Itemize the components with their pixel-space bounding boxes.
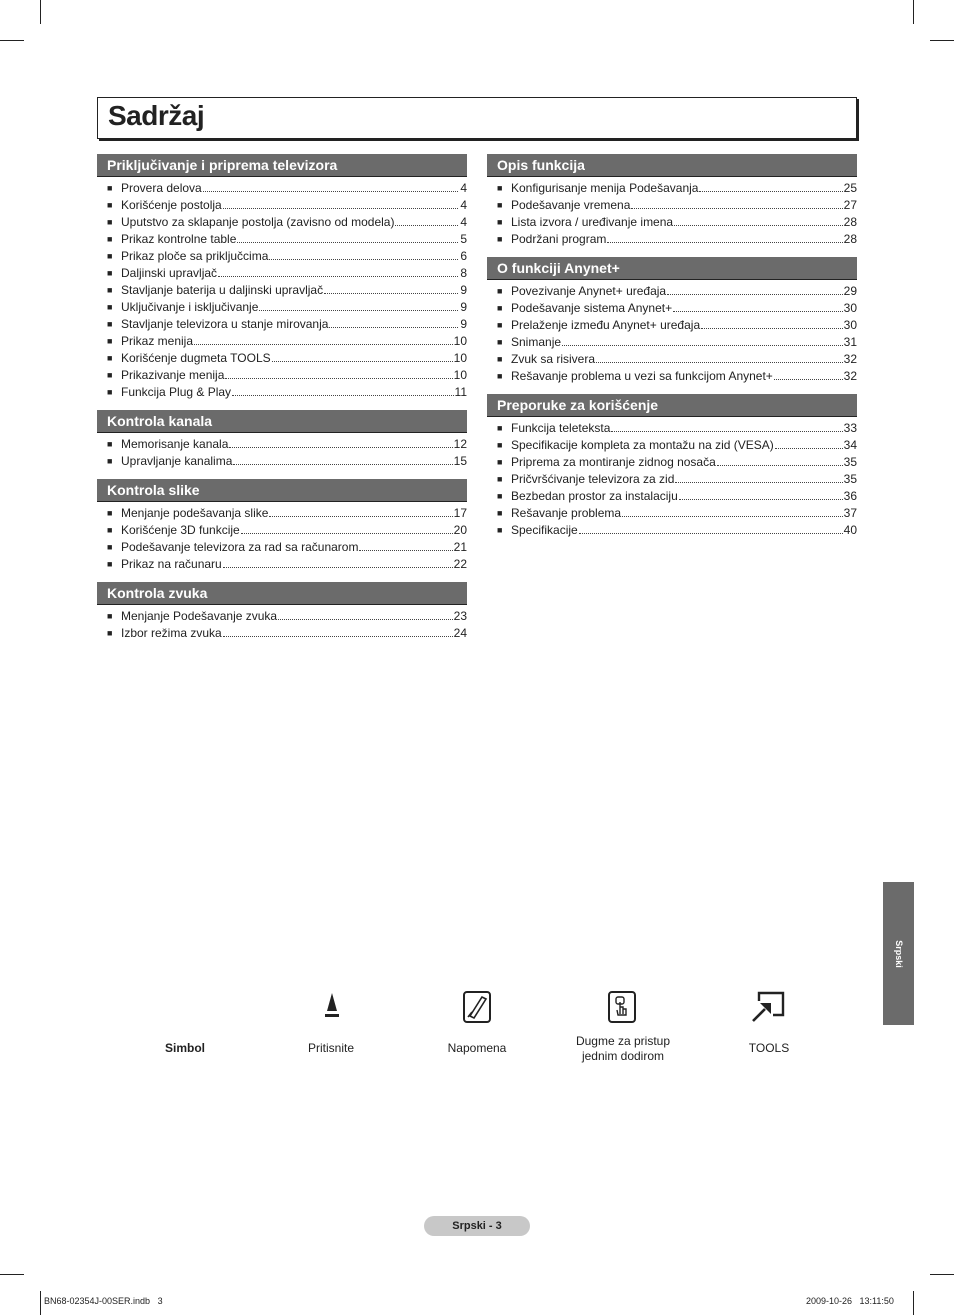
dot-leader	[232, 385, 453, 396]
legend-one-touch-line2: jednim dodirom	[581, 1049, 665, 1063]
toc-entry-title: Prikaz ploče sa priključcima	[121, 249, 269, 263]
toc-entry-title: Prikaz menija	[121, 334, 194, 348]
toc-entry-page: 31	[843, 335, 857, 349]
toc-entry-page: 25	[843, 181, 857, 195]
dot-leader	[611, 421, 842, 432]
toc-entry-title: Funkcija teleteksta	[511, 421, 611, 435]
toc-entry[interactable]	[97, 282, 467, 299]
dot-leader	[675, 472, 842, 483]
toc-entry-page: 23	[453, 609, 467, 623]
toc-entry-page: 32	[843, 369, 857, 383]
toc-section	[487, 394, 857, 539]
toc-entry-title: Specifikacije	[511, 523, 578, 537]
toc-entry[interactable]	[487, 437, 857, 454]
toc-entry-page: 20	[453, 523, 467, 537]
toc-entry-title: Daljinski upravljač	[121, 266, 218, 280]
toc-entry-page: 24	[453, 626, 467, 640]
dot-leader	[272, 351, 453, 362]
toc-entry-title: Menjanje Podešavanje zvuka	[121, 609, 278, 623]
bullet-icon: ■	[107, 183, 113, 193]
dot-leader	[717, 455, 843, 466]
page-number-badge	[424, 1216, 530, 1236]
toc-entry-title: Korišćenje dugmeta TOOLS	[121, 351, 271, 365]
toc-entry-title: Podešavanje vremena	[511, 198, 631, 212]
legend-symbol-text: Simbol	[164, 1041, 205, 1055]
toc-entry-page: 9	[460, 317, 467, 331]
press-icon	[321, 991, 343, 1019]
page-number-text: Srpski - 3	[452, 1220, 502, 1232]
toc-entry-title: Bezbedan prostor za instalaciju	[511, 489, 678, 503]
crop-mark	[930, 1274, 954, 1275]
dot-leader	[225, 368, 452, 379]
bullet-icon: ■	[497, 525, 503, 535]
toc-section	[97, 582, 467, 642]
dot-leader	[562, 335, 843, 346]
legend-tools-text: TOOLS	[748, 1041, 790, 1055]
toc-entry-page: 4	[460, 198, 467, 212]
toc-entry-title: Podešavanje televizora za rad sa računarom	[121, 540, 359, 554]
toc-entry-page: 5	[460, 232, 467, 246]
dot-leader	[218, 266, 458, 277]
dot-leader	[203, 181, 458, 192]
toc-entry-page: 33	[843, 421, 857, 435]
bullet-icon: ■	[497, 217, 503, 227]
toc-entry-page: 4	[460, 215, 467, 229]
toc-entry[interactable]	[97, 248, 467, 265]
bullet-icon: ■	[107, 439, 113, 449]
bullet-icon: ■	[497, 371, 503, 381]
dot-leader	[701, 318, 843, 329]
legend-press-text: Pritisnite	[307, 1041, 354, 1055]
toc-entry-title: Snimanje	[511, 335, 562, 349]
toc-entry[interactable]	[97, 522, 467, 539]
toc-entry-title: Povezivanje Anynet+ uređaja	[511, 284, 667, 298]
legend-note-text: Napomena	[447, 1041, 507, 1055]
toc-entry-page: 21	[453, 540, 467, 554]
bullet-icon: ■	[107, 336, 113, 346]
bullet-icon: ■	[107, 387, 113, 397]
language-side-tab	[883, 882, 914, 1025]
dot-leader	[596, 352, 843, 363]
bullet-icon: ■	[497, 423, 503, 433]
toc-entry-page: 30	[843, 301, 857, 315]
toc-entry-page: 28	[843, 232, 857, 246]
bullet-icon: ■	[107, 234, 113, 244]
crop-mark	[913, 1291, 914, 1315]
toc-entry[interactable]	[97, 231, 467, 248]
bullet-icon: ■	[497, 354, 503, 364]
toc-entry-page: 22	[453, 557, 467, 571]
bullet-icon: ■	[107, 319, 113, 329]
bullet-icon: ■	[107, 285, 113, 295]
toc-entry[interactable]	[97, 625, 467, 642]
toc-entry-title: Prikaz kontrolne table	[121, 232, 237, 246]
dot-leader	[223, 557, 453, 568]
crop-mark	[40, 1291, 41, 1315]
toc-section	[97, 410, 467, 470]
toc-entry[interactable]	[487, 334, 857, 351]
toc-left-column	[97, 154, 467, 651]
toc-entry-title: Uključivanje i isključivanje	[121, 300, 259, 314]
toc-entry[interactable]	[97, 265, 467, 282]
toc-entry-title: Menjanje podešavanja slike	[121, 506, 269, 520]
toc-entry[interactable]	[487, 180, 857, 197]
dot-leader	[674, 215, 843, 226]
title-box	[97, 97, 857, 139]
toc-entry-title: Konfigurisanje menija Podešavanja	[511, 181, 699, 195]
dot-leader	[233, 454, 452, 465]
toc-section	[97, 479, 467, 573]
toc-entry-page: 12	[453, 437, 467, 451]
bullet-icon: ■	[497, 320, 503, 330]
bullet-icon: ■	[497, 183, 503, 193]
crop-mark	[0, 1274, 24, 1275]
toc-entry-title: Korišćenje postolja	[121, 198, 222, 212]
bullet-icon: ■	[107, 525, 113, 535]
bullet-icon: ■	[497, 440, 503, 450]
toc-entry[interactable]	[97, 180, 467, 197]
toc-entry-page: 6	[460, 249, 467, 263]
toc-section	[97, 154, 467, 401]
section-heading: Preporuke za korišćenje	[487, 394, 857, 417]
dot-leader	[259, 300, 458, 311]
dot-leader	[667, 284, 843, 295]
bullet-icon: ■	[107, 251, 113, 261]
toc-entry-title: Korišćenje 3D funkcije	[121, 523, 240, 537]
toc-entry-page: 17	[453, 506, 467, 520]
toc-entry[interactable]	[97, 384, 467, 401]
toc-entry-title: Stavljanje baterija u daljinski upravljač	[121, 283, 324, 297]
toc-entry[interactable]	[487, 488, 857, 505]
print-timestamp: 2009-10-26 13:11:50	[806, 1296, 894, 1306]
toc-entry[interactable]	[97, 333, 467, 350]
toc-entry-title: Rešavanje problema	[511, 506, 622, 520]
toc-section	[487, 257, 857, 385]
print-file-name: BN68-02354J-00SER.indb 3	[44, 1296, 163, 1306]
legend-symbol-label	[115, 1041, 255, 1056]
dot-leader	[679, 489, 843, 500]
toc-list	[97, 436, 467, 470]
dot-leader	[622, 506, 843, 517]
dot-leader	[278, 609, 453, 620]
dot-leader	[775, 438, 843, 449]
bullet-icon: ■	[107, 302, 113, 312]
legend-tools	[699, 1041, 839, 1056]
toc-entry-page: 27	[843, 198, 857, 212]
toc-entry-page: 30	[843, 318, 857, 332]
tools-icon	[751, 989, 787, 1025]
toc-entry-page: 34	[843, 438, 857, 452]
bullet-icon: ■	[107, 508, 113, 518]
toc-entry-title: Upravljanje kanalima	[121, 454, 233, 468]
toc-entry-page: 4	[460, 181, 467, 195]
toc-entry-page: 8	[460, 266, 467, 280]
toc-entry[interactable]	[487, 300, 857, 317]
section-heading: Kontrola kanala	[97, 410, 467, 433]
dot-leader	[607, 232, 842, 243]
one-touch-button-icon	[607, 990, 637, 1024]
toc-entry[interactable]	[487, 231, 857, 248]
toc-entry[interactable]	[97, 539, 467, 556]
toc-entry[interactable]	[97, 556, 467, 573]
section-heading: Kontrola zvuka	[97, 582, 467, 605]
bullet-icon: ■	[497, 457, 503, 467]
toc-entry-title: Zvuk sa risivera	[511, 352, 596, 366]
toc-entry-title: Memorisanje kanala	[121, 437, 229, 451]
toc-list	[97, 180, 467, 401]
toc-entry[interactable]	[97, 505, 467, 522]
crop-mark	[0, 40, 24, 41]
toc-entry-page: 15	[453, 454, 467, 468]
toc-entry-page: 10	[453, 368, 467, 382]
toc-entry-title: Prikazivanje menija	[121, 368, 225, 382]
toc-entry-title: Pričvršćivanje televizora za zid	[511, 472, 675, 486]
toc-entry-title: Prikaz na računaru	[121, 557, 222, 571]
dot-leader	[237, 232, 458, 243]
bullet-icon: ■	[107, 353, 113, 363]
toc-list	[487, 420, 857, 539]
toc-list	[487, 180, 857, 248]
toc-entry-page: 28	[843, 215, 857, 229]
toc-entry-title: Izbor režima zvuka	[121, 626, 222, 640]
note-icon	[462, 990, 492, 1024]
crop-mark	[913, 0, 914, 24]
bullet-icon: ■	[497, 491, 503, 501]
toc-entry[interactable]	[487, 420, 857, 437]
bullet-icon: ■	[107, 370, 113, 380]
toc-entry-title: Podržani program	[511, 232, 607, 246]
toc-entry-page: 9	[460, 300, 467, 314]
dot-leader	[631, 198, 842, 209]
toc-entry[interactable]	[97, 367, 467, 384]
toc-entry-page: 29	[843, 284, 857, 298]
toc-entry[interactable]	[97, 350, 467, 367]
toc-entry-page: 35	[843, 455, 857, 469]
toc-entry[interactable]	[97, 453, 467, 470]
dot-leader	[324, 283, 458, 294]
bullet-icon: ■	[497, 200, 503, 210]
dot-leader	[269, 506, 452, 517]
toc-entry-page: 10	[453, 351, 467, 365]
dot-leader	[359, 540, 452, 551]
section-heading: Kontrola slike	[97, 479, 467, 502]
toc-list	[487, 283, 857, 385]
toc-entry-page: 10	[453, 334, 467, 348]
bullet-icon: ■	[497, 474, 503, 484]
bullet-icon: ■	[107, 628, 113, 638]
toc-entry[interactable]	[487, 454, 857, 471]
section-heading: O funkciji Anynet+	[487, 257, 857, 280]
crop-mark	[930, 40, 954, 41]
toc-entry-page: 35	[843, 472, 857, 486]
bullet-icon: ■	[107, 542, 113, 552]
legend-one-touch-line1: Dugme za pristup	[575, 1034, 671, 1048]
side-tab-label: Srpski	[893, 939, 904, 968]
bullet-icon: ■	[497, 303, 503, 313]
toc-entry-page: 40	[843, 523, 857, 537]
toc-entry-title: Prelaženje između Anynet+ uređaja	[511, 318, 701, 332]
toc-entry-page: 37	[843, 506, 857, 520]
dot-leader	[579, 523, 843, 534]
toc-entry[interactable]	[487, 471, 857, 488]
dot-leader	[774, 369, 843, 380]
toc-entry[interactable]	[97, 214, 467, 231]
bullet-icon: ■	[107, 217, 113, 227]
dot-leader	[223, 626, 453, 637]
toc-entry[interactable]	[97, 436, 467, 453]
toc-entry-page: 32	[843, 352, 857, 366]
page-title: Sadržaj	[108, 100, 205, 131]
dot-leader	[194, 334, 453, 345]
toc-entry-title: Uputstvo za sklapanje postolja (zavisno od modela)	[121, 215, 395, 229]
toc-section	[487, 154, 857, 248]
dot-leader	[269, 249, 458, 260]
toc-entry-title: Lista izvora / uređivanje imena	[511, 215, 674, 229]
bullet-icon: ■	[497, 286, 503, 296]
toc-entry[interactable]	[487, 197, 857, 214]
toc-entry-title: Stavljanje televizora u stanje mirovanja	[121, 317, 329, 331]
toc-entry[interactable]	[487, 317, 857, 334]
toc-entry[interactable]	[487, 505, 857, 522]
bullet-icon: ■	[107, 200, 113, 210]
bullet-icon: ■	[107, 268, 113, 278]
dot-leader	[673, 301, 843, 312]
toc-entry[interactable]	[97, 299, 467, 316]
dot-leader	[241, 523, 453, 534]
dot-leader	[229, 437, 452, 448]
toc-entry[interactable]	[97, 608, 467, 625]
toc-entry[interactable]	[487, 522, 857, 539]
toc-entry[interactable]	[487, 368, 857, 385]
toc-entry-title: Specifikacije kompleta za montažu na zid (VESA)	[511, 438, 774, 452]
toc-list	[97, 505, 467, 573]
legend-one-touch	[553, 1034, 693, 1064]
toc-entry[interactable]	[487, 283, 857, 300]
bullet-icon: ■	[497, 508, 503, 518]
dot-leader	[223, 198, 458, 209]
toc-list	[97, 608, 467, 642]
dot-leader	[395, 215, 458, 226]
bullet-icon: ■	[497, 337, 503, 347]
toc-entry[interactable]	[97, 316, 467, 333]
toc-right-column	[487, 154, 857, 548]
toc-entry-page: 9	[460, 283, 467, 297]
toc-entry-title: Priprema za montiranje zidnog nosača	[511, 455, 716, 469]
toc-entry-page: 36	[843, 489, 857, 503]
section-heading: Priključivanje i priprema televizora	[97, 154, 467, 177]
toc-entry-title: Provera delova	[121, 181, 202, 195]
section-heading: Opis funkcija	[487, 154, 857, 177]
toc-entry-title: Podešavanje sistema Anynet+	[511, 301, 673, 315]
bullet-icon: ■	[497, 234, 503, 244]
toc-entry[interactable]	[487, 351, 857, 368]
toc-entry[interactable]	[487, 214, 857, 231]
dot-leader	[329, 317, 458, 328]
bullet-icon: ■	[107, 456, 113, 466]
toc-entry-title: Rešavanje problema u vezi sa funkcijom Anynet+	[511, 369, 773, 383]
bullet-icon: ■	[107, 559, 113, 569]
dot-leader	[699, 181, 842, 192]
legend-press	[261, 1041, 401, 1056]
crop-mark	[40, 0, 41, 24]
toc-entry-title: Funkcija Plug & Play	[121, 385, 232, 399]
toc-entry[interactable]	[97, 197, 467, 214]
legend-note	[407, 1041, 547, 1056]
toc-entry-page: 11	[454, 385, 467, 399]
bullet-icon: ■	[107, 611, 113, 621]
